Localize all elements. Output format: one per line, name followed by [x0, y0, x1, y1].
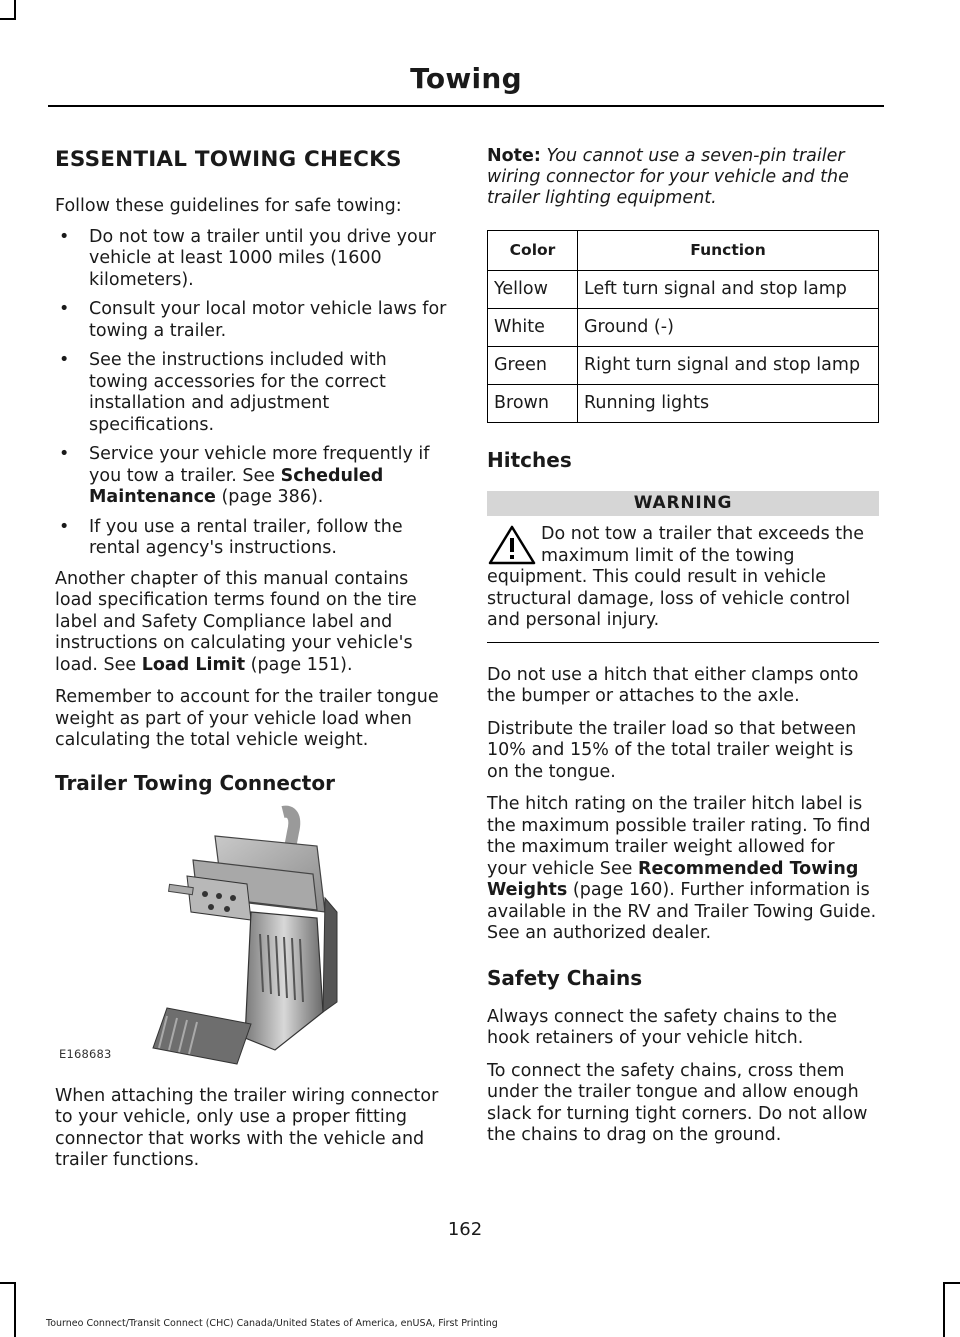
crop-mark: [14, 0, 16, 20]
chains-crossing-paragraph: To connect the safety chains, cross them under the trailer tongue and allow enough slack for turning tight corners. Do not allow the chains to drag on the ground.: [487, 1060, 868, 1145]
hitch-paragraph: Do not use a hitch that either clamps onto the bumper or attaches to the axle.: [487, 664, 859, 706]
hitches-heading: Hitches: [487, 448, 572, 472]
load-limit-link[interactable]: Load Limit: [141, 654, 246, 675]
warning-title: WARNING: [487, 491, 879, 516]
note-label: Note:: [487, 146, 541, 166]
paragraph-text: Another chapter of this manual contains load specification terms found on the tire label and Safety Compliance label and instructions on calculating your vehicle's load. See: [55, 568, 417, 675]
crop-mark: [14, 1282, 16, 1337]
table-row: [488, 271, 879, 309]
figure-id: E168683: [59, 1047, 112, 1061]
crop-mark: [0, 18, 16, 20]
intro-text: Follow these guidelines for safe towing:: [55, 196, 402, 216]
footer-text: Tourneo Connect/Transit Connect (CHC) Canada/United States of America, enUSA, First Printing: [46, 1318, 498, 1329]
list-item-text: If you use a rental trailer, follow the rental agency's instructions.: [89, 516, 403, 558]
warning-box: [487, 524, 879, 643]
bullet-icon: •: [59, 350, 70, 370]
list-item-text: See the instructions included with towing accessories for the correct installation and adjustment specifications.: [89, 350, 387, 435]
load-spec-paragraph: [55, 569, 450, 677]
page-reference: (page 386).: [215, 487, 324, 507]
table-cell: Ground (-): [578, 309, 879, 347]
trailer-connector-image: [55, 802, 450, 1072]
table-cell: Running lights: [578, 385, 879, 423]
table-header: Color: [488, 231, 578, 271]
recommended-towing-weights-link[interactable]: Recommended Towing Weights: [487, 858, 859, 900]
bullet-icon: •: [59, 516, 70, 537]
wiring-table: [487, 230, 879, 423]
list-item: [55, 299, 450, 342]
connector-heading: Trailer Towing Connector: [55, 770, 335, 795]
section-heading: ESSENTIAL TOWING CHECKS: [55, 147, 402, 172]
table-row: [488, 385, 879, 423]
crop-mark: [943, 1282, 945, 1337]
bullet-icon: •: [59, 444, 70, 464]
tongue-weight-paragraph: Remember to account for the trailer tongue weight as part of your vehicle load when calculating the total vehicle weight.: [55, 687, 439, 750]
scheduled-maintenance-link[interactable]: Scheduled Maintenance: [89, 465, 384, 507]
left-column: [55, 146, 450, 1183]
crop-mark: [943, 1282, 960, 1284]
page-title: Towing: [410, 62, 522, 95]
paragraph-text: The hitch rating on the trailer hitch label is the maximum possible trailer rating. To find the maximum trailer weight allowed for your vehicle See: [487, 794, 871, 879]
table-cell: Yellow: [488, 271, 578, 309]
page-number: 162: [447, 1219, 483, 1240]
table-cell: Right turn signal and stop lamp: [578, 347, 879, 385]
list-item: [55, 227, 450, 292]
connector-illustration: [55, 802, 450, 1072]
warning-triangle-icon: [487, 524, 537, 566]
table-cell: White: [488, 309, 578, 347]
paragraph-text: (page 160). Further information is available in the RV and Trailer Towing Guide. See an authorized dealer.: [487, 880, 877, 943]
hitch-rating-paragraph: [487, 794, 879, 945]
list-item-text: Service your vehicle more frequently if you tow a trailer. See: [89, 444, 430, 486]
note: [487, 146, 879, 209]
page-reference: (page 151).: [245, 654, 353, 675]
bullet-icon: •: [59, 226, 70, 247]
table-header-row: [488, 231, 879, 271]
table-cell: Left turn signal and stop lamp: [578, 271, 879, 309]
safety-chains-heading: Safety Chains: [487, 965, 643, 990]
warning-text: Do not tow a trailer that exceeds the maximum limit of the towing equipment. This could result in vehicle structural damage, loss of vehicle control and personal injury.: [487, 524, 864, 630]
table-row: [488, 347, 879, 385]
connector-paragraph: When attaching the trailer wiring connector to your vehicle, only use a proper fitting connector that works with the vehicle and trailer functions.: [55, 1085, 439, 1170]
safety-chains-paragraph: Always connect the safety chains to the hook retainers of your vehicle hitch.: [487, 1006, 837, 1048]
list-item: [55, 444, 450, 509]
list-item: [55, 350, 450, 436]
guidelines-list: [55, 227, 450, 560]
list-item-text: Consult your local motor vehicle laws for towing a trailer.: [89, 299, 447, 341]
table-row: [488, 309, 879, 347]
table-header: Function: [578, 231, 879, 271]
bullet-icon: •: [59, 299, 70, 319]
table-cell: Green: [488, 347, 578, 385]
list-item: [55, 517, 450, 560]
right-column: [487, 146, 879, 1158]
header-divider: [48, 105, 884, 107]
table-cell: Brown: [488, 385, 578, 423]
crop-mark: [0, 1282, 16, 1284]
load-distribution-paragraph: Distribute the trailer load so that between 10% and 15% of the total trailer weight is on the tongue.: [487, 718, 857, 782]
list-item-text: Do not tow a trailer until you drive your vehicle at least 1000 miles (1600 kilometers).: [89, 226, 436, 290]
note-text: You cannot use a seven-pin trailer wiring connector for your vehicle and the trailer lighting equipment.: [487, 146, 849, 208]
